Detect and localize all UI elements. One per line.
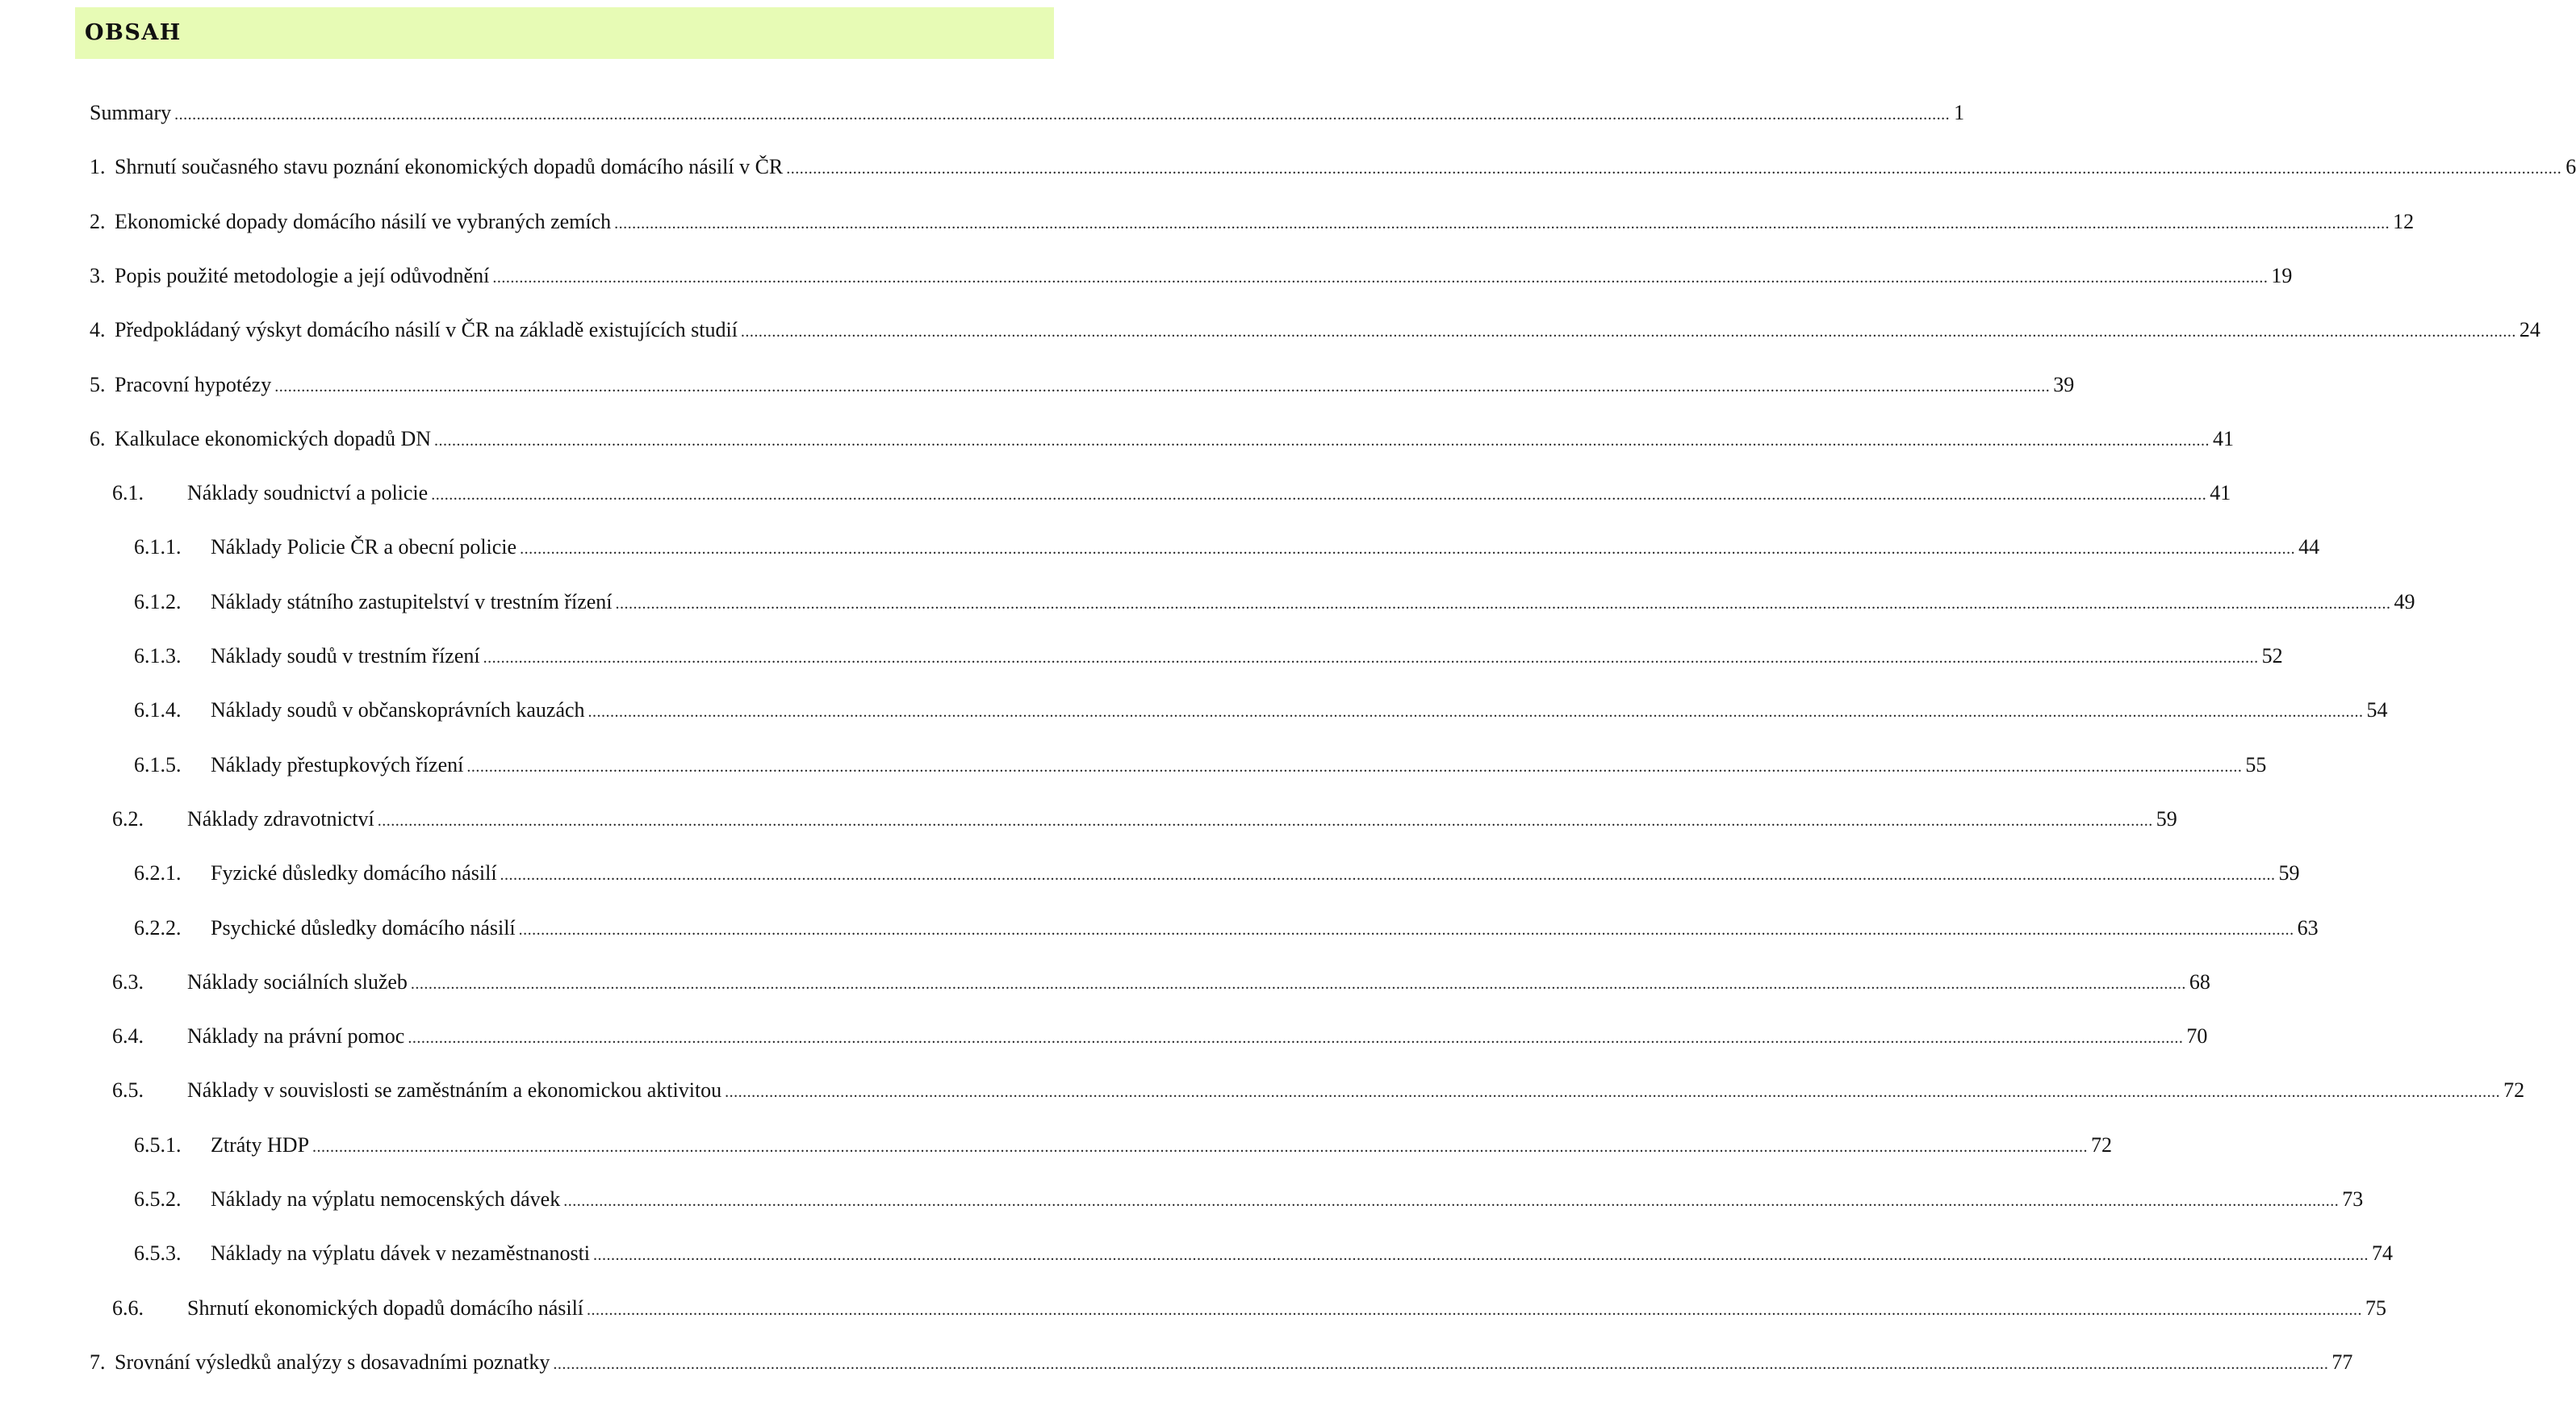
toc-page-number[interactable]: 6 <box>2566 155 2576 178</box>
toc-entry[interactable] <box>134 1183 2364 1216</box>
toc-page-number[interactable]: 1 <box>1954 101 1965 124</box>
toc-entry-number: 6.5. <box>112 1078 144 1102</box>
toc-entry-number: 6.5.1. <box>134 1133 182 1157</box>
toc-entry-title[interactable]: Shrnutí ekonomických dopadů domácího násilí <box>187 1296 584 1320</box>
toc-entry[interactable] <box>134 531 2320 563</box>
toc-page-number[interactable]: 52 <box>2261 644 2283 668</box>
toc-dot-leader: ................................................................................................................................................................................................................................................................................................................................................................................................................ <box>563 1192 2340 1210</box>
toc-dot-leader: ................................................................................................................................................................................................................................................................................................................................................................................................................ <box>520 540 2296 558</box>
toc-entry[interactable] <box>90 369 2075 401</box>
toc-dot-leader: ................................................................................................................................................................................................................................................................................................................................................................................................................ <box>483 649 2259 667</box>
toc-entry-title[interactable]: Předpokládaný výskyt domácího násilí v ČR na základě existujících studií <box>115 318 738 341</box>
toc-entry[interactable] <box>90 151 2576 183</box>
toc-entry-title[interactable]: Náklady soudnictví a policie <box>187 481 429 504</box>
toc-page-number[interactable]: 59 <box>2278 861 2300 885</box>
toc-entry-number: 3. <box>90 264 106 287</box>
toc-entry-number: 6.1.5. <box>134 753 182 776</box>
toc-page-number[interactable]: 68 <box>2189 970 2210 994</box>
toc-page-number[interactable]: 39 <box>2053 373 2075 396</box>
toc-dot-leader: ................................................................................................................................................................................................................................................................................................................................................................................................................ <box>408 1029 2184 1047</box>
toc-entry-number: 6.2.2. <box>134 916 182 940</box>
toc-dot-leader: ................................................................................................................................................................................................................................................................................................................................................................................................................ <box>553 1355 2329 1373</box>
toc-entry-title[interactable]: Popis použité metodologie a její odůvodnění <box>115 264 490 287</box>
toc-entry[interactable] <box>112 803 2177 835</box>
toc-entry-title[interactable]: Ztráty HDP <box>211 1133 310 1157</box>
toc-entry-title[interactable]: Náklady soudů v občanskoprávních kauzách <box>211 698 585 722</box>
toc-page-number[interactable]: 59 <box>2156 807 2177 831</box>
toc-entry[interactable] <box>134 640 2283 672</box>
toc-entry-title[interactable]: Náklady na výplatu nemocenských dávek <box>211 1187 561 1211</box>
toc-dot-leader: ................................................................................................................................................................................................................................................................................................................................................................................................................ <box>786 160 2562 178</box>
toc-entry-number: 5. <box>90 373 106 396</box>
toc-dot-leader: ................................................................................................................................................................................................................................................................................................................................................................................................................ <box>274 378 2051 396</box>
toc-entry-title[interactable]: Shrnutí současného stavu poznání ekonomických dopadů domácího násilí v ČR <box>115 155 784 178</box>
toc-entry-title[interactable]: Náklady přestupkových řízení <box>211 753 464 776</box>
toc-entry[interactable] <box>134 1237 2394 1270</box>
toc-heading-bar <box>75 7 1054 59</box>
toc-entry-title[interactable]: Ekonomické dopady domácího násilí ve vybraných zemích <box>115 210 612 233</box>
toc-page-number[interactable]: 41 <box>2213 427 2235 450</box>
toc-page-number[interactable]: 55 <box>2245 753 2267 776</box>
toc-entry-number: 6.2. <box>112 807 144 831</box>
toc-dot-leader: ................................................................................................................................................................................................................................................................................................................................................................................................................ <box>615 595 2391 613</box>
toc-entry[interactable] <box>134 586 2415 618</box>
toc-dot-leader: ................................................................................................................................................................................................................................................................................................................................................................................................................ <box>431 486 2207 504</box>
toc-entry-number: 6.5.3. <box>134 1241 182 1265</box>
toc-entry-title[interactable]: Náklady zdravotnictví <box>187 807 374 831</box>
toc-entry-title[interactable]: Náklady soudů v trestním řízení <box>211 644 480 668</box>
toc-entry-number: 6. <box>90 427 106 450</box>
toc-entry[interactable] <box>112 477 2231 509</box>
toc-page-number[interactable]: 49 <box>2394 590 2415 613</box>
toc-entry[interactable] <box>90 97 1965 129</box>
toc-entry-number: 4. <box>90 318 106 341</box>
toc-dot-leader: ................................................................................................................................................................................................................................................................................................................................................................................................................ <box>587 1301 2363 1319</box>
toc-dot-leader: ................................................................................................................................................................................................................................................................................................................................................................................................................ <box>740 323 2516 341</box>
toc-dot-leader: ................................................................................................................................................................................................................................................................................................................................................................................................................ <box>518 921 2294 939</box>
toc-entry-title[interactable]: Summary <box>90 101 172 124</box>
toc-page-number[interactable]: 70 <box>2186 1024 2208 1048</box>
toc-dot-leader: ................................................................................................................................................................................................................................................................................................................................................................................................................ <box>174 106 1951 123</box>
toc-entry[interactable] <box>90 1346 2353 1379</box>
toc-entry[interactable] <box>112 966 2210 998</box>
toc-dot-leader: ................................................................................................................................................................................................................................................................................................................................................................................................................ <box>377 812 2153 830</box>
toc-dot-leader: ................................................................................................................................................................................................................................................................................................................................................................................................................ <box>588 703 2364 721</box>
toc-dot-leader: ................................................................................................................................................................................................................................................................................................................................................................................................................ <box>614 215 2390 232</box>
toc-page-number[interactable]: 44 <box>2298 535 2320 559</box>
toc-dot-leader: ................................................................................................................................................................................................................................................................................................................................................................................................................ <box>312 1138 2089 1156</box>
toc-dot-leader: ................................................................................................................................................................................................................................................................................................................................................................................................................ <box>725 1083 2501 1101</box>
toc-entry-number: 6.6. <box>112 1296 144 1320</box>
toc-entry[interactable] <box>134 749 2267 781</box>
toc-page-number[interactable]: 41 <box>2210 481 2231 504</box>
toc-dot-leader: ................................................................................................................................................................................................................................................................................................................................................................................................................ <box>466 758 2243 776</box>
toc-page-number[interactable]: 63 <box>2297 916 2319 940</box>
toc-page-number[interactable]: 73 <box>2342 1187 2364 1211</box>
toc-entry[interactable] <box>112 1292 2387 1325</box>
toc-entry-title[interactable]: Fyzické důsledky domácího násilí <box>211 861 497 885</box>
toc-entry[interactable] <box>112 1074 2525 1107</box>
toc-entry-number: 6.3. <box>112 970 144 994</box>
toc-entry-number: 6.1.4. <box>134 698 182 722</box>
toc-entry-number: 1. <box>90 155 106 178</box>
toc-entry-number: 6.1.1. <box>134 535 182 559</box>
toc-dot-leader: ................................................................................................................................................................................................................................................................................................................................................................................................................ <box>593 1246 2369 1264</box>
toc-entry[interactable] <box>112 1020 2208 1053</box>
toc-entry[interactable] <box>134 694 2388 726</box>
toc-entry-title[interactable]: Náklady na právní pomoc <box>187 1024 405 1048</box>
toc-page-number[interactable]: 54 <box>2366 698 2388 722</box>
toc-page-number[interactable]: 74 <box>2372 1241 2394 1265</box>
toc-page-number[interactable]: 75 <box>2365 1296 2387 1320</box>
toc-entry-title[interactable]: Náklady sociálních služeb <box>187 970 408 994</box>
toc-entry-number: 6.1.3. <box>134 644 182 668</box>
toc-page-number[interactable]: 24 <box>2519 318 2540 341</box>
toc-entry-title[interactable]: Náklady v souvislosti se zaměstnáním a ekonomickou aktivitou <box>187 1078 722 1102</box>
toc-entry-number: 6.1.2. <box>134 590 182 613</box>
toc-page-number[interactable]: 19 <box>2271 264 2293 287</box>
toc-page-number[interactable]: 72 <box>2503 1078 2525 1102</box>
toc-entry-number: 7. <box>90 1350 106 1374</box>
toc-page-number[interactable]: 12 <box>2393 210 2415 233</box>
toc-entry-title[interactable]: Náklady na výplatu dávek v nezaměstnanosti <box>211 1241 591 1265</box>
toc-page-number[interactable]: 72 <box>2091 1133 2113 1157</box>
toc-entry-number: 6.4. <box>112 1024 144 1048</box>
toc-entry-title[interactable]: Srovnání výsledků analýzy s dosavadními poznatky <box>115 1350 550 1374</box>
toc-entry-title[interactable]: Pracovní hypotézy <box>115 373 272 396</box>
toc-dot-leader: ................................................................................................................................................................................................................................................................................................................................................................................................................ <box>434 432 2210 450</box>
toc-entry-number: 2. <box>90 210 106 233</box>
toc-entry[interactable] <box>90 206 2415 238</box>
toc-dot-leader: ................................................................................................................................................................................................................................................................................................................................................................................................................ <box>500 866 2276 884</box>
toc-entry-title[interactable]: Kalkulace ekonomických dopadů DN <box>115 427 432 450</box>
toc-entry-number: 6.2.1. <box>134 861 182 885</box>
toc-dot-leader: ................................................................................................................................................................................................................................................................................................................................................................................................................ <box>410 975 2186 993</box>
toc-entry-title[interactable]: Psychické důsledky domácího násilí <box>211 916 516 940</box>
toc-heading-title: OBSAH <box>85 20 182 45</box>
toc-entry[interactable] <box>134 912 2319 944</box>
toc-entry[interactable] <box>134 857 2300 889</box>
toc-entry[interactable] <box>90 314 2540 346</box>
toc-entry-number: 6.5.2. <box>134 1187 182 1211</box>
toc-entry-title[interactable]: Náklady státního zastupitelství v trestním řízení <box>211 590 613 613</box>
toc-entry[interactable] <box>90 423 2235 455</box>
toc-entry-title[interactable]: Náklady Policie ČR a obecní policie <box>211 535 517 559</box>
toc-page-number[interactable]: 77 <box>2331 1350 2353 1374</box>
toc-entry[interactable] <box>90 260 2293 292</box>
toc-entry[interactable] <box>134 1129 2113 1162</box>
toc-dot-leader: ................................................................................................................................................................................................................................................................................................................................................................................................................ <box>492 269 2269 287</box>
toc-entry-number: 6.1. <box>112 481 144 504</box>
